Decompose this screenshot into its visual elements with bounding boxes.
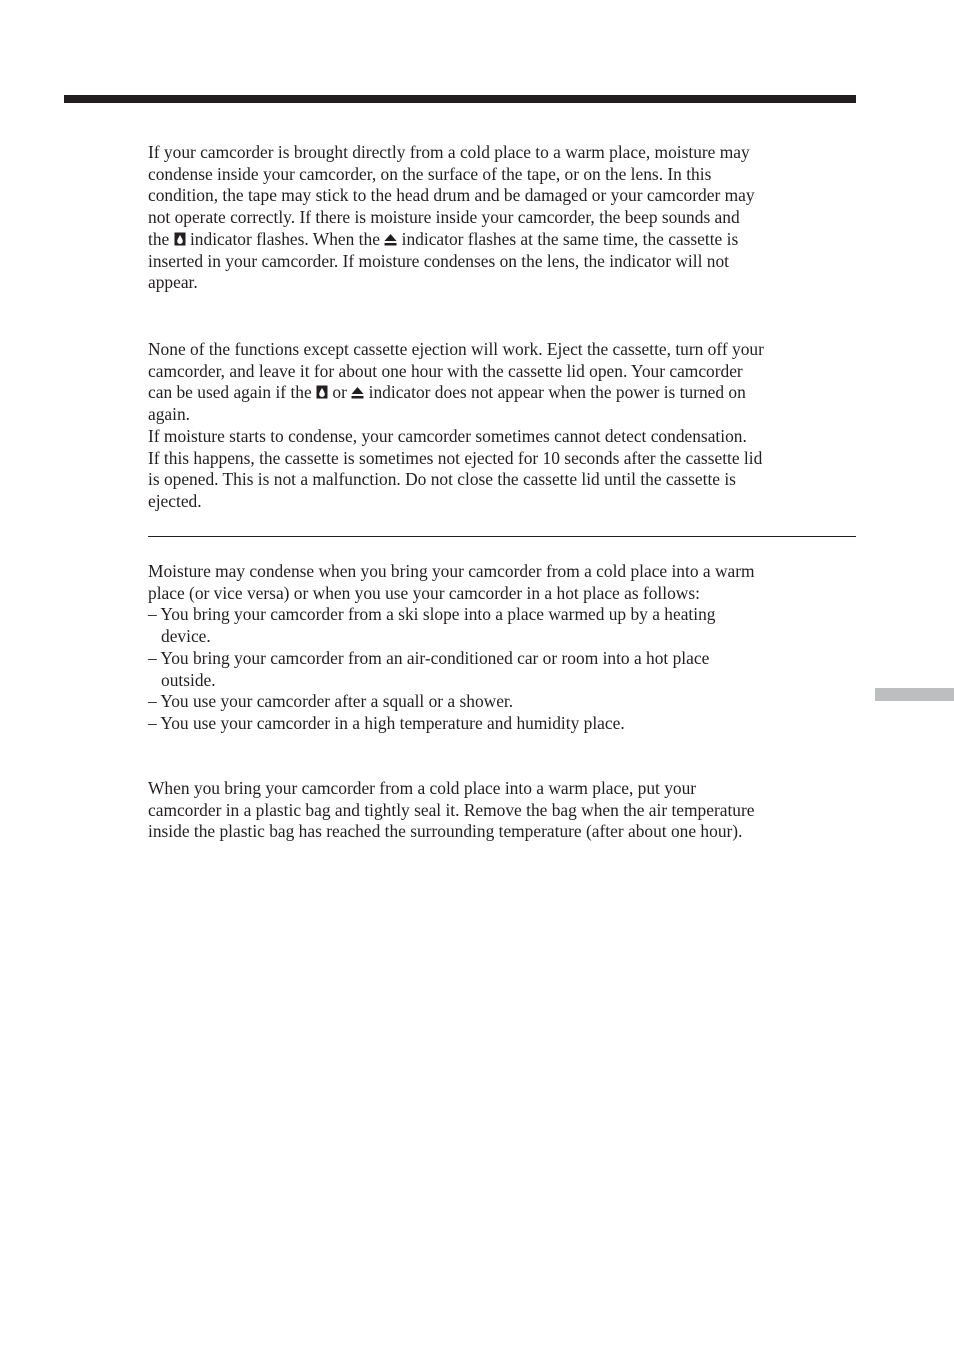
text-line: camcorder in a plastic bag and tightly seal it. Remove the bag when the air temperature — [148, 799, 755, 820]
text-line: is opened. This is not a malfunction. Do not close the cassette lid until the cassette is — [148, 469, 736, 490]
prevention-paragraph — [148, 778, 860, 843]
section-divider — [148, 536, 856, 537]
text-line: camcorder, and leave it for about one hour with the cassette lid open. Your camcorder — [148, 360, 743, 381]
text-line: condense inside your camcorder, on the surface of the tape, or on the lens. In this — [148, 163, 712, 184]
text-line: inserted in your camcorder. If moisture condenses on the lens, the indicator will not — [148, 250, 729, 271]
intro-paragraph — [148, 142, 860, 294]
text-line: ejected. — [148, 490, 202, 511]
text-fragment: indicator flashes. When the — [189, 228, 380, 249]
condensation-causes-paragraph — [148, 561, 860, 735]
text-line: Moisture may condense when you bring your camcorder from a cold place into a warm — [148, 561, 755, 581]
section-tab — [875, 688, 954, 701]
bullet-item: – You use your camcorder after a squall or a shower. — [148, 691, 514, 712]
bullet-item: – You bring your camcorder from a ski slope into a place warmed up by a heating — [148, 604, 716, 625]
text-line: place (or vice versa) or when you use your camcorder in a hot place as follows: — [148, 582, 700, 603]
text-line: If this happens, the cassette is sometimes not ejected for 10 seconds after the cassette lid — [148, 447, 763, 468]
text-line: If your camcorder is brought directly from a cold place to a warm place, moisture may — [148, 142, 750, 162]
bullet-item: – You use your camcorder in a high temperature and humidity place. — [148, 712, 625, 733]
text-line — [148, 229, 860, 251]
bullet-item: – You bring your camcorder from an air-conditioned car or room into a hot place — [148, 647, 710, 668]
bullet-item-continued: outside. — [161, 669, 216, 690]
text-line: again. — [148, 404, 191, 425]
text-line: None of the functions except cassette ejection will work. Eject the cassette, turn off your — [148, 339, 764, 359]
eject-icon — [351, 386, 364, 399]
text-line: If moisture starts to condense, your camcorder sometimes cannot detect condensation. — [148, 425, 747, 446]
moisture-condensation-icon — [174, 232, 186, 246]
text-fragment: can be used again if the — [148, 382, 312, 403]
text-line: appear. — [148, 272, 198, 293]
text-line: condition, the tape may stick to the head drum and be damaged or your camcorder may — [148, 185, 755, 206]
text-line: inside the plastic bag has reached the surrounding temperature (after about one hour). — [148, 821, 743, 842]
eject-icon — [384, 233, 397, 246]
text-line: not operate correctly. If there is moisture inside your camcorder, the beep sounds and — [148, 207, 740, 228]
top-rule — [64, 95, 856, 103]
text-fragment: the — [148, 228, 170, 249]
text-fragment: indicator does not appear when the power is turned on — [368, 382, 746, 403]
text-fragment: or — [332, 382, 347, 403]
moisture-condensation-icon — [316, 385, 328, 399]
what-happens-paragraph — [148, 339, 860, 513]
text-line: When you bring your camcorder from a cold place into a warm place, put your — [148, 778, 697, 798]
text-line — [148, 382, 860, 404]
text-fragment: indicator flashes at the same time, the cassette is — [401, 228, 739, 249]
bullet-item-continued: device. — [161, 626, 211, 647]
